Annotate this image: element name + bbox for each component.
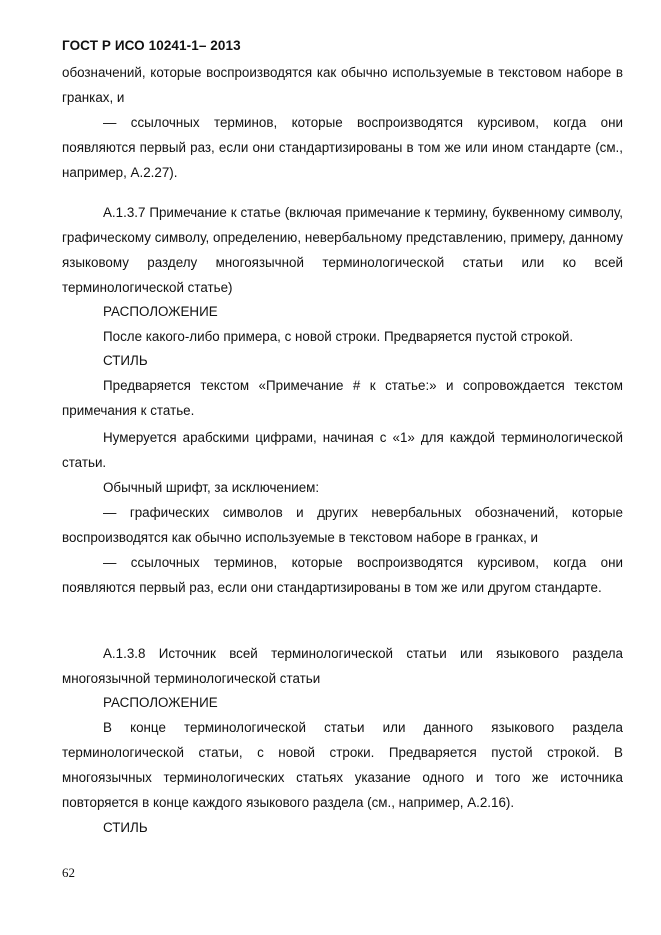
paragraph-numbering: Нумеруется арабскими цифрами, начиная с «1» для каждой терминологической статьи. — [62, 430, 623, 470]
paragraph-location-text: После какого-либо примера, с новой строки. Предваряется пустой строкой. — [103, 329, 574, 344]
paragraph-graphic-symbols: — графических символов и других невербальных обозначений, которые воспроизводятся как обычно используемые в текстовом наборе в гранках, и — [62, 505, 623, 545]
section-heading-a137: А.1.3.7 Примечание к статье (включая примечание к термину, буквенному символу, графическому символу, определению, невербальному представлению, примеру, данному языковому разделу многоязычной терминологической статьи или ко всей терминологической статье) — [62, 205, 623, 295]
label-location-2: РАСПОЛОЖЕНИЕ — [103, 695, 218, 710]
paragraph-reference-terms: — ссылочных терминов, которые воспроизводятся курсивом, когда они появляются первый раз, если они стандартизированы в том же или ином стандарте (см., например, А.2.27). — [62, 115, 623, 180]
label-location: РАСПОЛОЖЕНИЕ — [103, 304, 218, 319]
paragraph-style-prefix: Предваряется текстом «Примечание # к статье:» и сопровождается текстом примечания к статье. — [62, 378, 623, 418]
paragraph-regular-font: Обычный шрифт, за исключением: — [103, 480, 320, 495]
section-heading-a138: А.1.3.8 Источник всей терминологической статьи или языкового раздела многоязычной терминологической статьи — [62, 646, 623, 686]
label-style-2: СТИЛЬ — [103, 820, 148, 835]
page-number: 62 — [62, 865, 75, 880]
paragraph-reference-terms-2: — ссылочных терминов, которые воспроизводятся курсивом, когда они появляются первый раз, если они стандартизированы в том же или другом стандарте. — [62, 555, 623, 595]
label-style: СТИЛЬ — [103, 353, 148, 368]
paragraph-source-location: В конце терминологической статьи или данного языкового раздела терминологической статьи, с новой строки. Предваряется пустой строкой. В многоязычных терминологических статьях указание одного и того же источника повторяется в конце каждого языкового раздела (см., например, А.2.16). — [62, 720, 623, 810]
document-header: ГОСТ Р ИСО 10241-1– 2013 — [62, 38, 241, 53]
paragraph-continuation: обозначений, которые воспроизводятся как обычно используемые в текстовом наборе в гранках, и — [62, 65, 623, 105]
